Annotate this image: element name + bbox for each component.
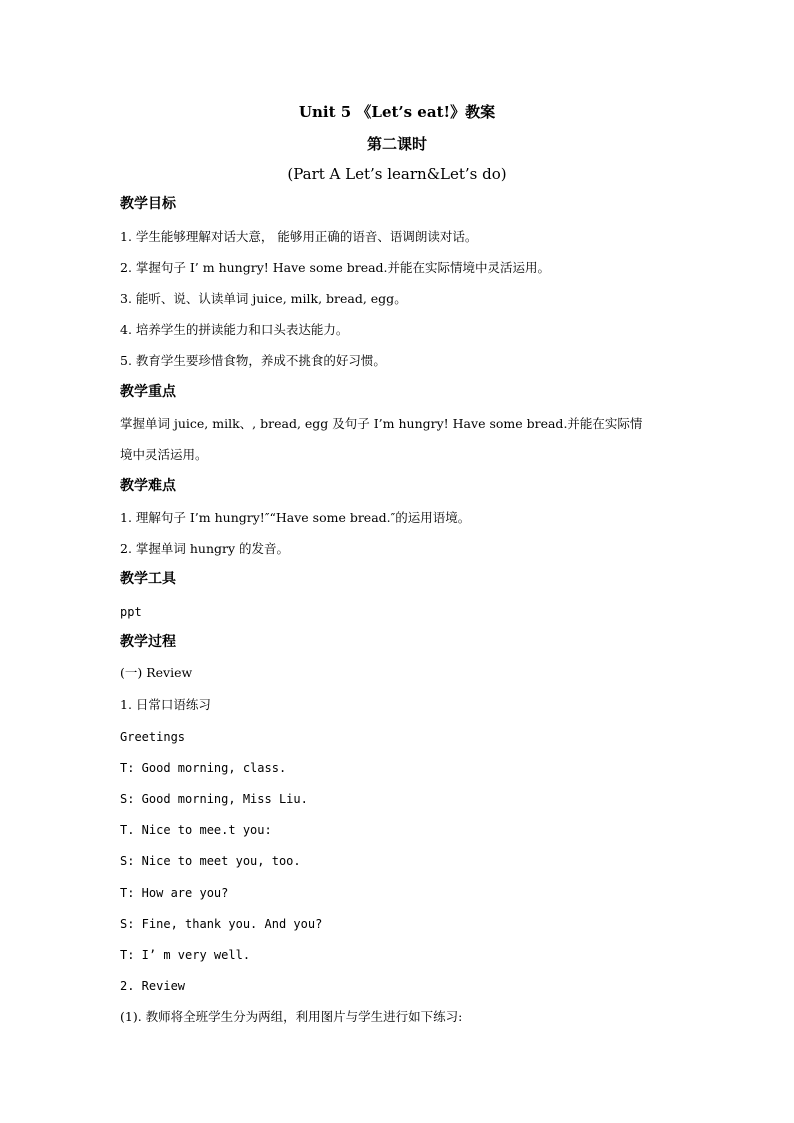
document-title: Unit 5 《Let’s eat!》教案 [298,103,496,121]
process-line: 2. Review [120,979,186,993]
dialogue-line: S: Fine, thank you. And you? [120,917,323,931]
process-line: 1. 日常口语练习 [120,697,211,712]
objective-line: 1. 学生能够理解对话大意， 能够用正确的语音、语调朗读对话。 [120,229,478,244]
lesson-title: 第二课时 [366,135,427,153]
dialogue-line: S: Nice to meet you, too. [120,854,301,868]
difficulty-line: 2. 掌握单词 hungry 的发音。 [120,541,290,556]
process-line: (一) Review [120,665,193,680]
section-heading-tools: 教学工具 [120,571,176,587]
objective-line: 2. 掌握句子 I’ m hungry! Have some bread.并能在实际情境中灵活运用。 [120,260,551,275]
key-point-line: 掌握单词 juice, milk、, bread, egg 及句子 I’m hungry! Have some bread.并能在实际情 [120,416,643,431]
tool-line: ppt [120,605,142,619]
dialogue-line: T. Nice to mee.t you: [120,823,272,837]
section-heading-key-points: 教学重点 [120,384,176,400]
section-heading-objectives: 教学目标 [120,196,176,212]
dialogue-line: T: Good morning, class. [120,761,287,775]
process-line: Greetings [120,730,186,744]
dialogue-line: S: Good morning, Miss Liu. [120,792,308,806]
dialogue-line: T: I’ m very well. [120,948,251,962]
section-heading-process: 教学过程 [120,634,176,650]
section-heading-difficulties: 教学难点 [120,478,176,494]
process-line: (1). 教师将全班学生分为两组，利用图片与学生进行如下练习: [120,1009,463,1024]
objective-line: 3. 能听、说、认读单词 juice, milk, bread, egg。 [120,291,407,306]
dialogue-line: T: How are you? [120,886,229,900]
key-point-line: 境中灵活运用。 [120,447,208,462]
objective-line: 4. 培养学生的拼读能力和口头表达能力。 [120,322,349,337]
part-subtitle: (Part A Let’s learn&Let’s do) [287,165,507,183]
difficulty-line: 1. 理解句子 I’m hungry!″“Have some bread.″的运用语境。 [120,510,471,525]
objective-line: 5. 教育学生要珍惜食物，养成不挑食的好习惯。 [120,353,386,368]
